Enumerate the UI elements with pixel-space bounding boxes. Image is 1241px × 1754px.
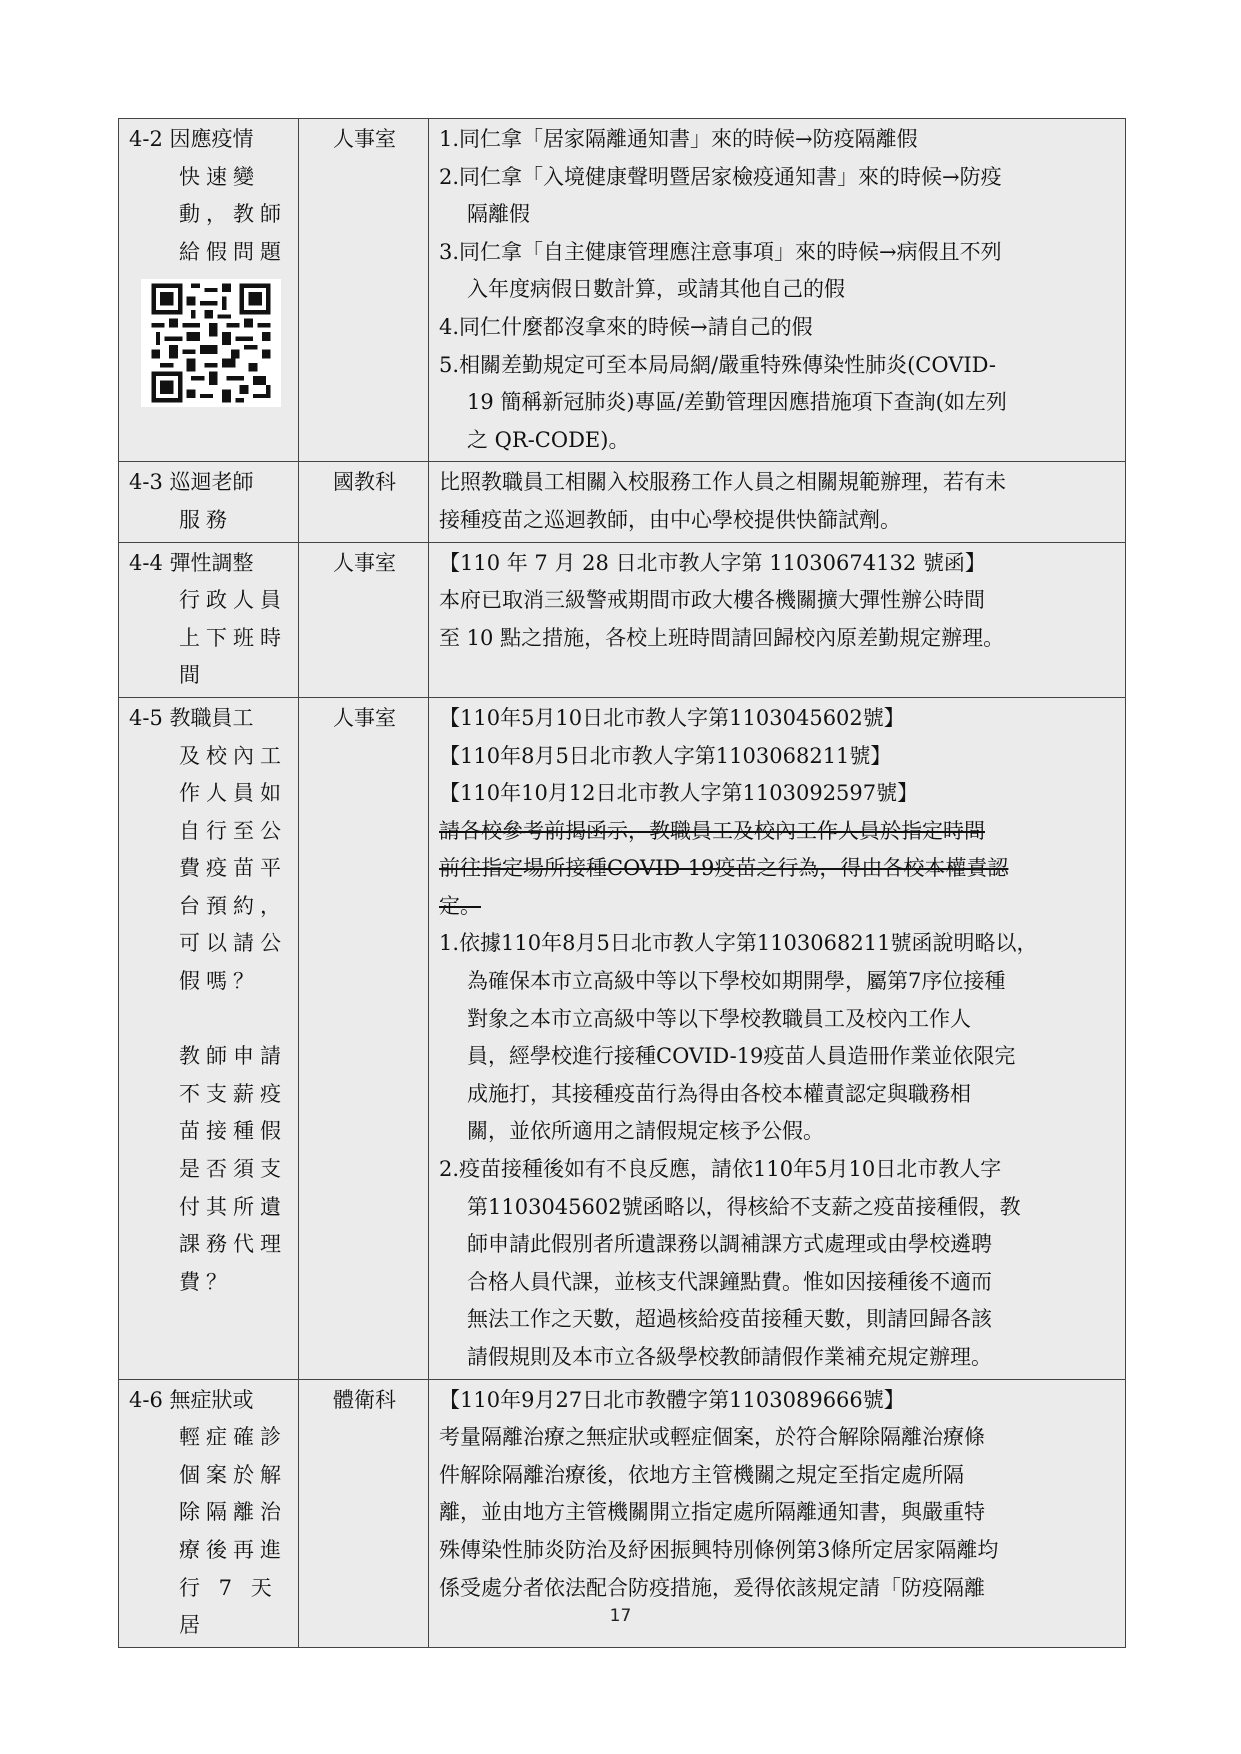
topic-cell [119, 119, 299, 462]
content-line: 3.同仁拿「自主健康管理應注意事項」來的時候→病假且不列 [439, 239, 1002, 264]
department-cell: 人事室 [299, 697, 429, 1379]
content-line: 關，並依所適用之請假規定核予公假。 [467, 1119, 824, 1144]
content-line: 係受處分者依法配合防疫措施，爰得依該規定請「防疫隔離 [439, 1575, 985, 1600]
content-cell [429, 542, 1126, 697]
topic-line: 4-4 彈性調整 [129, 550, 254, 575]
topic-line: 不支薪疫 [179, 1081, 287, 1106]
topic-line: 給假問題 [179, 239, 287, 264]
struck-content-line: 前往指定場所接種COVID-19疫苗之行為，得由各校本權責認 [439, 856, 1009, 881]
topic-line: 上下班時 [179, 625, 287, 650]
content-line: 成施打，其接種疫苗行為得由各校本權責認定與職務相 [467, 1081, 971, 1106]
regulation-table [118, 118, 1126, 1648]
topic-line: 療後再進 [179, 1537, 287, 1562]
content-line: 2.同仁拿「入境健康聲明暨居家檢疫通知書」來的時候→防疫 [439, 164, 1002, 189]
content-cell [429, 697, 1126, 1379]
content-line: 離，並由地方主管機關開立指定處所隔離通知書，與嚴重特 [439, 1500, 985, 1525]
content-line: 合格人員代課，並核支代課鐘點費。惟如因接種後不適而 [467, 1269, 992, 1294]
content-line: 件解除隔離治療後，依地方主管機關之規定至指定處所隔 [439, 1462, 964, 1487]
topic-line: 苗接種假 [179, 1119, 287, 1144]
table-row [119, 119, 1126, 462]
topic-cell [119, 462, 299, 542]
struck-content-line: 定。 [439, 893, 481, 918]
topic-line: 費？ [179, 1269, 233, 1294]
content-line: 接種疫苗之巡迴教師，由中心學校提供快篩試劑。 [439, 507, 901, 532]
topic-line: 及校內工 [179, 743, 287, 768]
content-line: 【110 年 7 月 28 日北市教人字第 11030674132 號函】 [439, 550, 986, 575]
content-cell [429, 462, 1126, 542]
topic-line: 間 [179, 663, 206, 688]
topic-line: 假嗎？ [179, 969, 260, 994]
topic-line: 費疫苗平 [179, 856, 287, 881]
qr-code-icon [141, 279, 281, 407]
content-line: 殊傳染性肺炎防治及紓困振興特別條例第3條所定居家隔離均 [439, 1537, 999, 1562]
content-line: 【110年9月27日北市教體字第1103089666號】 [439, 1387, 905, 1412]
topic-cell [119, 697, 299, 1379]
content-line: 【110年5月10日北市教人字第1103045602號】 [439, 705, 905, 730]
content-line: 考量隔離治療之無症狀或輕症個案，於符合解除隔離治療條 [439, 1425, 985, 1450]
topic-line: 4-5 教職員工 [129, 705, 254, 730]
content-line: 4.同仁什麼都沒拿來的時候→請自己的假 [439, 314, 813, 339]
topic-line: 4-6 無症狀或 [129, 1387, 254, 1412]
content-line: 1.同仁拿「居家隔離通知書」來的時候→防疫隔離假 [439, 127, 918, 151]
topic-line: 4-3 巡迴老師 [129, 470, 254, 495]
department-cell: 人事室 [299, 119, 429, 462]
topic-line: 是否須支 [179, 1157, 287, 1182]
content-line: 【110年10月12日北市教人字第1103092597號】 [439, 781, 919, 806]
department-cell: 人事室 [299, 542, 429, 697]
topic-line: 行政人員 [179, 588, 287, 613]
department-cell: 國教科 [299, 462, 429, 542]
content-line: 19 簡稱新冠肺炎)專區/差勤管理因應措施項下查詢(如左列 [467, 390, 1007, 415]
topic-line: 自行至公 [179, 818, 287, 843]
content-line: 比照教職員工相關入校服務工作人員之相關規範辦理，若有未 [439, 470, 1006, 495]
topic-line: 可以請公 [179, 931, 287, 956]
topic-line: 台預約， [179, 893, 287, 918]
content-line: 5.相關差勤規定可至本局局網/嚴重特殊傳染性肺炎(COVID- [439, 352, 997, 377]
content-line: 對象之本市立高級中等以下學校教職員工及校內工作人 [467, 1006, 971, 1031]
department-cell: 體衛科 [299, 1379, 429, 1647]
topic-line: 行 7 天居 [179, 1575, 278, 1638]
content-line: 本府已取消三級警戒期間市政大樓各機關擴大彈性辦公時間 [439, 588, 985, 613]
topic-line: 動，教師 [179, 202, 287, 227]
content-line: 員，經學校進行接種COVID-19疫苗人員造冊作業並依限完 [467, 1044, 1016, 1069]
content-line: 隔離假 [467, 202, 530, 227]
topic-line: 教師申請 [179, 1044, 287, 1069]
topic-line: 輕症確診 [179, 1425, 287, 1450]
table-row [119, 697, 1126, 1379]
content-line: 入年度病假日數計算，或請其他自己的假 [467, 277, 845, 302]
content-line: 請假規則及本市立各級學校教師請假作業補充規定辦理。 [467, 1345, 992, 1369]
struck-content-line: 請各校參考前揭函示，教職員工及校內工作人員於指定時間 [439, 818, 985, 843]
page-number: 17 [609, 1606, 632, 1626]
topic-line: 個案於解 [179, 1462, 287, 1487]
topic-line: 服務 [179, 507, 233, 532]
content-line: 第1103045602號函略以，得核給不支薪之疫苗接種假，教 [467, 1194, 1021, 1219]
topic-line: 付其所遺 [179, 1194, 287, 1219]
table-row [119, 462, 1126, 542]
content-line: 1.依據110年8月5日北市教人字第1103068211號函說明略以， [439, 931, 1038, 956]
content-line: 為確保本市立高級中等以下學校如期開學，屬第7序位接種 [467, 969, 1006, 994]
content-line: 師申請此假別者所遺課務以調補課方式處理或由學校遴聘 [467, 1232, 992, 1257]
content-cell [429, 119, 1126, 462]
topic-line: 4-2 因應疫情 [129, 127, 254, 151]
topic-cell [119, 542, 299, 697]
topic-line: 快速變 [179, 164, 260, 189]
content-line: 至 10 點之措施，各校上班時間請回歸校內原差勤規定辦理。 [439, 625, 1005, 650]
topic-line: 課務代理 [179, 1232, 287, 1257]
topic-line: 作人員如 [179, 781, 287, 806]
table-row [119, 542, 1126, 697]
topic-line: 除隔離治 [179, 1500, 287, 1525]
spacer [129, 1001, 290, 1039]
content-line: 之 QR-CODE)。 [467, 427, 630, 452]
content-line: 【110年8月5日北市教人字第1103068211號】 [439, 743, 892, 768]
content-line: 2.疫苗接種後如有不良反應，請依110年5月10日北市教人字 [439, 1157, 1002, 1182]
content-line: 無法工作之天數，超過核給疫苗接種天數，則請回歸各該 [467, 1307, 992, 1332]
